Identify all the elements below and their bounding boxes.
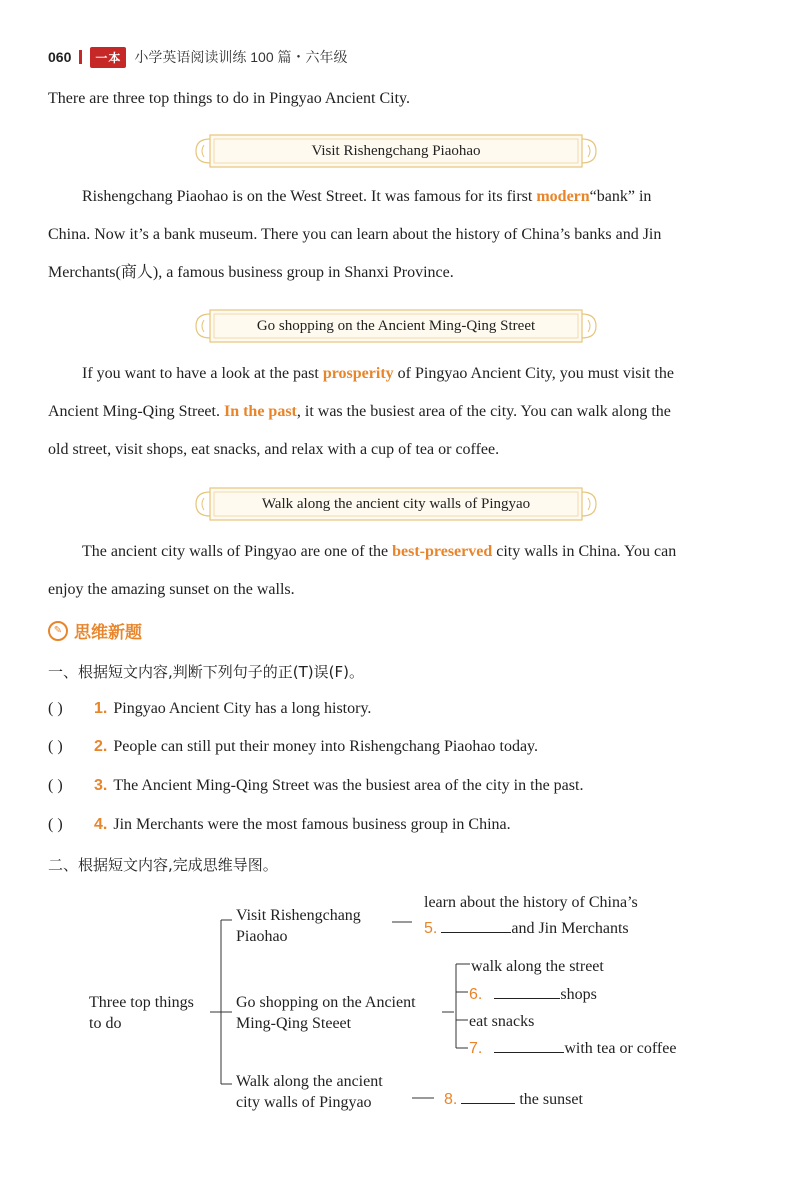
question-text-1: Pingyao Ancient City has a long history. <box>113 700 372 717</box>
header-divider <box>79 50 82 64</box>
p1-line3: Merchants(商人), a famous business group in Shanxi Province. <box>48 264 454 281</box>
branch-3-line-2: city walls of Pingyao <box>236 1094 372 1111</box>
section-banner-2 <box>192 306 600 346</box>
blank-5[interactable] <box>441 918 511 933</box>
keyword-best-preserved: best-preserved <box>392 543 493 560</box>
leaf-blank-6 <box>469 984 597 1005</box>
brain-bulb-icon: ✎ <box>48 621 68 641</box>
section-title-2: Go shopping on the Ancient Ming-Qing Street <box>256 317 536 334</box>
keyword-in-the-past: In the past <box>223 403 297 420</box>
intro-text: There are three top things to do in Pingyao Ancient City. <box>48 90 410 107</box>
leaf-shops-tail: shops <box>560 986 597 1003</box>
book-title: 小学英语阅读训练 100 篇・六年级 <box>134 49 348 65</box>
answer-blank-4[interactable]: ( ) <box>48 816 63 833</box>
branch-1-line-2: Piaohao <box>236 928 288 945</box>
p3-line1-a: The ancient city walls of Pingyao are one of the <box>82 543 393 560</box>
paragraph-2 <box>48 355 748 469</box>
book-logo: 一本 <box>90 47 126 68</box>
answer-blank-1[interactable]: ( ) <box>48 700 63 717</box>
answer-blank-3[interactable]: ( ) <box>48 777 63 794</box>
branch-1-leaf-line-1: learn about the history of China’s <box>424 894 638 911</box>
blank-6[interactable] <box>494 984 560 999</box>
section-title-1: Visit Rishengchang Piaohao <box>311 142 481 159</box>
section-banner-1 <box>192 131 600 171</box>
keyword-modern: modern <box>536 188 590 205</box>
blank-7[interactable] <box>494 1038 564 1053</box>
question-text-2: People can still put their money into Rishengchang Piaohao today. <box>113 738 539 755</box>
branch-1-leaf-tail: and Jin Merchants <box>511 920 629 937</box>
leaf-walk-street: walk along the street <box>471 958 604 975</box>
branch-2-line-2: Ming-Qing Steeet <box>236 1015 352 1032</box>
blank-8[interactable] <box>461 1089 515 1104</box>
branch-3 <box>236 1071 383 1113</box>
part2-instruction: 二、根据短文内容,完成思维导图。 <box>48 856 278 874</box>
branch-2-line-1: Go shopping on the Ancient <box>236 994 416 1011</box>
p1-line1-a: Rishengchang Piaohao is on the West Street. It was famous for its first <box>82 188 537 205</box>
question-4 <box>48 816 511 834</box>
branch-2 <box>236 992 416 1034</box>
branch-1-line-1: Visit Rishengchang <box>236 907 361 924</box>
leaf-eat-snacks: eat snacks <box>469 1013 535 1030</box>
p2-line1-b: of Pingyao Ancient City, you must visit the <box>393 365 674 382</box>
p2-line1-a: If you want to have a look at the past <box>82 365 323 382</box>
page-number: 060 <box>48 49 72 65</box>
branch-1-leaf <box>424 892 638 939</box>
section-title-3: Walk along the ancient city walls of Pingyao <box>261 495 531 512</box>
exercise-title: 思维新题 <box>74 623 142 643</box>
answer-blank-2[interactable]: ( ) <box>48 738 63 755</box>
leaf-blank-7 <box>469 1038 676 1059</box>
root-line-2: to do <box>89 1015 122 1032</box>
p3-line2: enjoy the amazing sunset on the walls. <box>48 581 295 598</box>
section-banner-3 <box>192 484 600 524</box>
paragraph-3 <box>48 533 748 609</box>
blank-number-8: 8. <box>444 1091 458 1108</box>
question-number-1: 1. <box>94 700 108 717</box>
blank-number-6: 6. <box>469 986 483 1003</box>
p2-line3: old street, visit shops, eat snacks, and relax with a cup of tea or coffee. <box>48 441 500 458</box>
question-text-4: Jin Merchants were the most famous business group in China. <box>113 816 511 833</box>
p2-line2-b: , it was the busiest area of the city. You can walk along the <box>296 403 671 420</box>
branch-1 <box>236 905 361 947</box>
p1-line1-b: “bank” in <box>589 188 652 205</box>
keyword-prosperity: prosperity <box>322 365 394 382</box>
leaf-tea-tail: with tea or coffee <box>564 1040 677 1057</box>
page-header <box>48 44 348 70</box>
question-number-3: 3. <box>94 777 108 794</box>
blank-number-5: 5. <box>424 920 438 937</box>
exercise-heading <box>48 618 142 643</box>
p1-line2: China. Now it’s a bank museum. There you can learn about the history of China’s banks and Jin <box>48 226 662 243</box>
question-3 <box>48 777 583 795</box>
branch-3-leaf-tail: the sunset <box>519 1091 583 1108</box>
mindmap-root <box>89 992 194 1034</box>
part1-instruction: 一、根据短文内容,判断下列句子的正(T)误(F)。 <box>48 663 364 681</box>
p3-line1-b: city walls in China. You can <box>492 543 677 560</box>
question-1 <box>48 700 371 718</box>
question-2 <box>48 738 538 756</box>
branch-3-line-1: Walk along the ancient <box>236 1073 383 1090</box>
branch-3-leaf <box>444 1089 583 1110</box>
root-line-1: Three top things <box>89 994 194 1011</box>
question-number-2: 2. <box>94 738 108 755</box>
question-number-4: 4. <box>94 816 108 833</box>
question-text-3: The Ancient Ming-Qing Street was the busiest area of the city in the past. <box>113 777 584 794</box>
p2-line2-a: Ancient Ming-Qing Street. <box>48 403 224 420</box>
blank-number-7: 7. <box>469 1040 483 1057</box>
paragraph-1 <box>48 178 748 292</box>
